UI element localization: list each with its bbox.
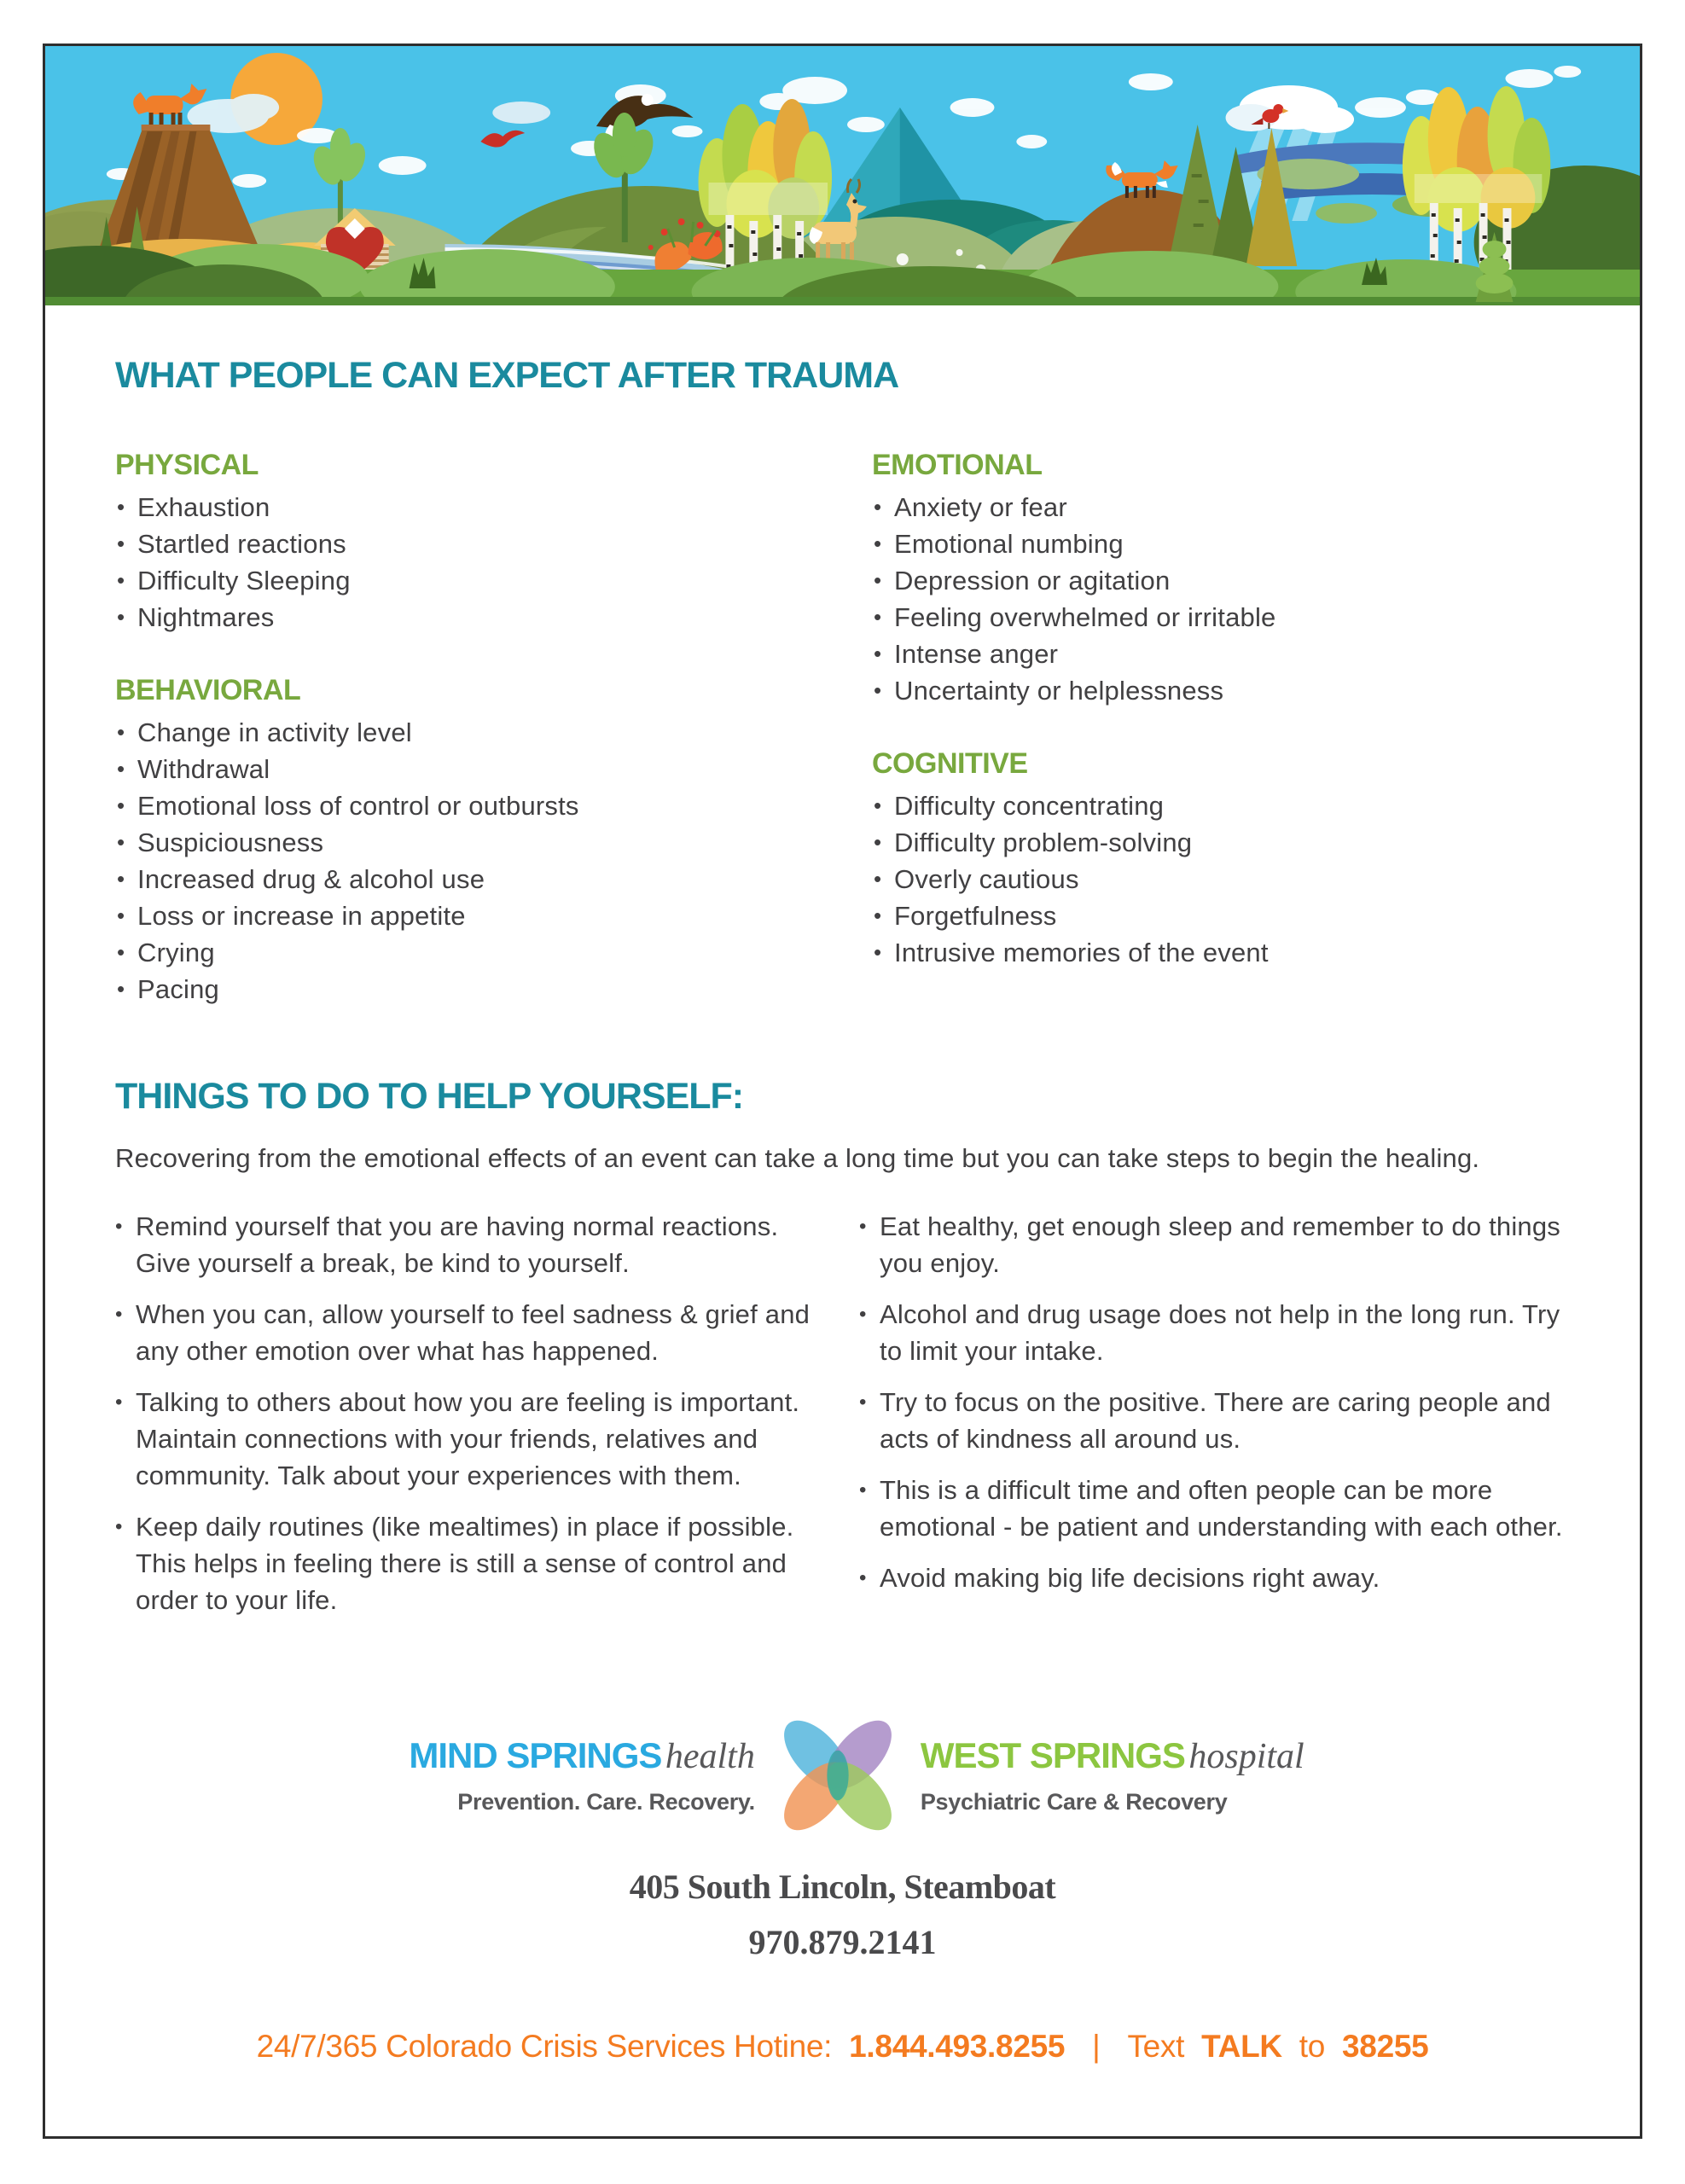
cognitive-section (872, 746, 1570, 971)
address: 405 South Lincoln, Steamboat (629, 1867, 1056, 1906)
physical-list (115, 489, 872, 636)
west-springs-name: WEST SPRINGS (920, 1735, 1185, 1775)
expect-section (115, 448, 1570, 1008)
help-column-left (115, 1208, 859, 1633)
crisis-divider: | (1092, 2029, 1101, 2064)
list-item: • Difficulty problem-solving (872, 824, 1570, 861)
cognitive-heading: COGNITIVE (872, 747, 1028, 780)
list-item: • Difficulty concentrating (872, 787, 1570, 824)
crisis-hotline-banner (115, 2029, 1570, 2065)
list-item: • Intense anger (872, 636, 1570, 672)
list-item: • Keep daily routines (like mealtimes) in place if possible. This helps in feeling there is still a sense of control and order to your life. (115, 1508, 825, 1618)
mind-springs-name: MIND SPRINGS (409, 1735, 662, 1775)
list-item: • Loss or increase in appetite (115, 897, 872, 934)
help-section (115, 1208, 1570, 1633)
list-item: • Try to focus on the positive. There are caring people and acts of kindness all around us. (859, 1384, 1570, 1457)
list-item: • Alcohol and drug usage does not help in the long run. Try to limit your intake. (859, 1296, 1570, 1369)
crisis-shortcode: 38255 (1342, 2029, 1429, 2064)
mind-springs-suffix: health (665, 1737, 755, 1776)
mind-springs-tagline: Prevention. Care. Recovery. (457, 1789, 755, 1815)
list-item: • Avoid making big life decisions right away. (859, 1560, 1570, 1596)
list-item: • Overly cautious (872, 861, 1570, 897)
list-item: • Uncertainty or helplessness (872, 672, 1570, 709)
physical-section (115, 448, 872, 636)
list-item: • Anxiety or fear (872, 489, 1570, 526)
behavioral-list (115, 714, 872, 1008)
list-item: • Startled reactions (115, 526, 872, 562)
west-springs-logo (921, 1735, 1304, 1815)
list-item: • Forgetfulness (872, 897, 1570, 934)
list-item: • Pacing (115, 971, 872, 1008)
west-springs-suffix: hospital (1188, 1737, 1304, 1776)
list-item: • Increased drug & alcohol use (115, 861, 872, 897)
list-item: • Withdrawal (115, 751, 872, 787)
nature-banner-illustration (45, 46, 1640, 305)
cognitive-list (872, 787, 1570, 971)
crisis-phone: 1.844.493.8255 (849, 2029, 1066, 2064)
list-item: • Depression or agitation (872, 562, 1570, 599)
help-heading: THINGS TO DO TO HELP YOURSELF: (115, 1076, 744, 1117)
mind-springs-logo (381, 1735, 755, 1815)
west-springs-tagline: Psychiatric Care & Recovery (920, 1789, 1228, 1815)
emotional-section (872, 448, 1570, 709)
emotional-heading: EMOTIONAL (872, 449, 1043, 481)
list-item: • Change in activity level (115, 714, 872, 751)
crisis-prefix: 24/7/365 Colorado Crisis Services Hotine: (256, 2029, 833, 2064)
list-item: • Emotional loss of control or outbursts (115, 787, 872, 824)
list-item: • Difficulty Sleeping (115, 562, 872, 599)
organization-logos (115, 1711, 1570, 1839)
list-item: • Suspiciousness (115, 824, 872, 861)
help-intro: Recovering from the emotional effects of an event can take a long time but you can take steps to begin the healing. (115, 1143, 1480, 1173)
flyer-content (45, 355, 1640, 2065)
list-item: • Crying (115, 934, 872, 971)
flyer-page (43, 44, 1642, 2139)
list-item: • Nightmares (115, 599, 872, 636)
list-item: • Intrusive memories of the event (872, 934, 1570, 971)
behavioral-heading: BEHAVIORAL (115, 674, 301, 706)
phone-number: 970.879.2141 (748, 1923, 937, 1961)
list-item: • When you can, allow yourself to feel sadness & grief and any other emotion over what has happened. (115, 1296, 825, 1369)
list-item: • Remind yourself that you are having normal reactions. Give yourself a break, be kind to yourself. (115, 1208, 825, 1281)
behavioral-section (115, 673, 872, 1008)
crisis-to-label: to (1299, 2029, 1326, 2064)
help-column-right (859, 1208, 1570, 1633)
crisis-keyword: TALK (1201, 2029, 1282, 2064)
list-item: • Talking to others about how you are feeling is important. Maintain connections with your friends, relatives and community. Talk about your experiences with them. (115, 1384, 825, 1494)
list-item: • Feeling overwhelmed or irritable (872, 599, 1570, 636)
emotional-list (872, 489, 1570, 709)
expect-column-right (872, 448, 1570, 1008)
physical-heading: PHYSICAL (115, 449, 259, 481)
expect-column-left (115, 448, 872, 1008)
list-item: • This is a difficult time and often people can be more emotional - be patient and understanding with each other. (859, 1472, 1570, 1545)
list-item: • Exhaustion (115, 489, 872, 526)
list-item: • Emotional numbing (872, 526, 1570, 562)
butterfly-logo-icon (776, 1711, 900, 1839)
crisis-text-label: Text (1127, 2029, 1185, 2064)
list-item: • Eat healthy, get enough sleep and remember to do things you enjoy. (859, 1208, 1570, 1281)
page-title: WHAT PEOPLE CAN EXPECT AFTER TRAUMA (115, 355, 899, 396)
